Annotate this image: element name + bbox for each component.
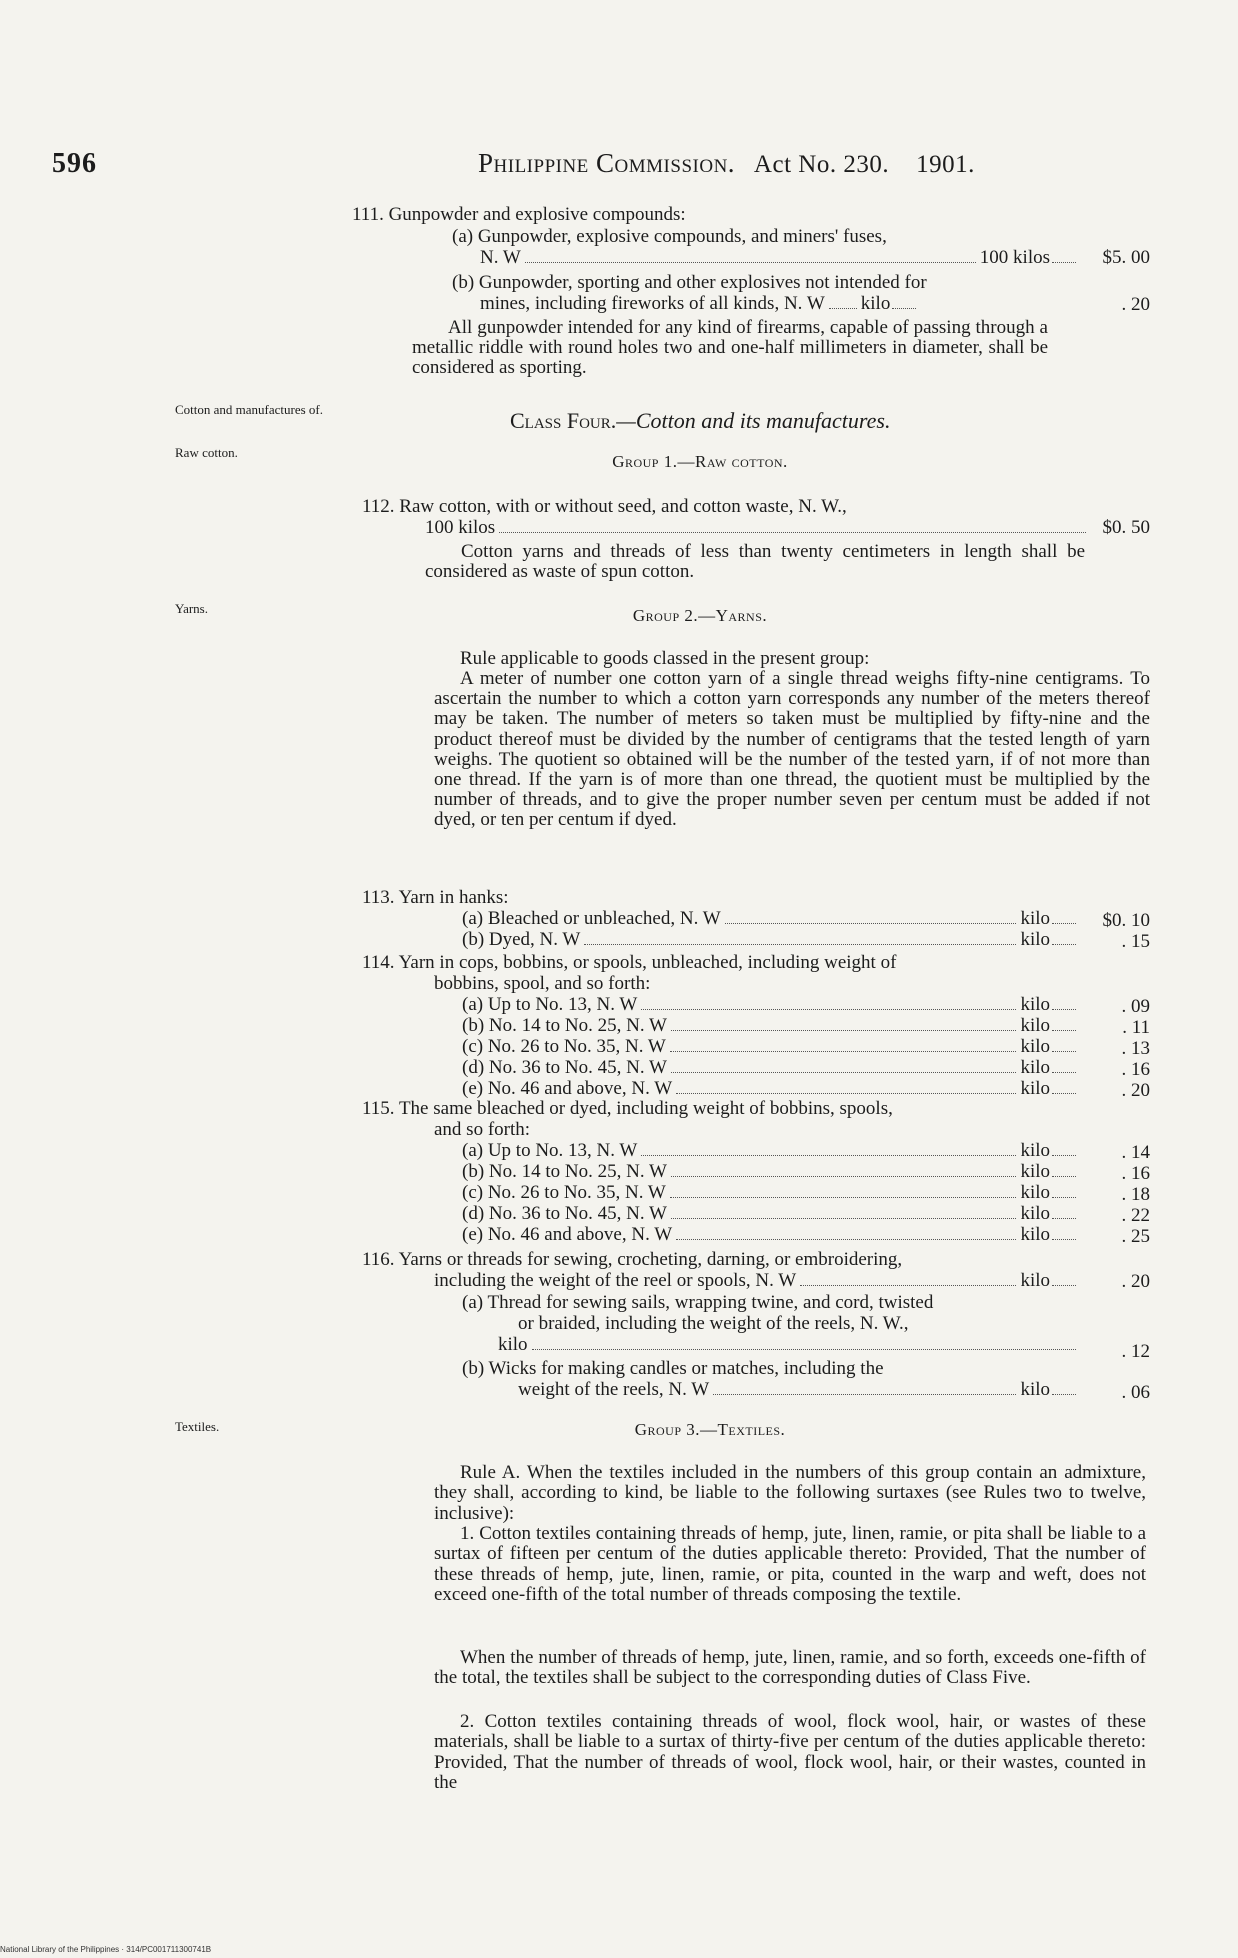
leader-dots	[800, 1284, 1016, 1286]
tariff-row	[462, 1057, 1080, 1078]
tariff-row-unit: kilo	[1020, 1078, 1050, 1099]
item-116-rate: . 20	[1121, 1271, 1150, 1292]
item-111b-line2: mines, including fireworks of all kinds, N. W	[480, 293, 825, 314]
tariff-row	[462, 1161, 1080, 1182]
item-116-leader	[434, 1270, 1080, 1291]
tariff-row	[462, 1078, 1080, 1099]
tariff-row-rate: . 14	[1121, 1142, 1150, 1163]
item-116b-rate: . 06	[1121, 1382, 1150, 1403]
item-116b-line2: weight of the reels, N. W	[518, 1379, 710, 1400]
tariff-row	[462, 1182, 1080, 1203]
scan-footer: National Library of the Philippines · 314/PC001711300741B	[0, 1945, 212, 1954]
running-head-commission: Philippine Commission.	[478, 148, 736, 178]
item-116a-rate: . 12	[1121, 1341, 1150, 1362]
tariff-row-unit: kilo	[1020, 1140, 1050, 1161]
leader-dots	[725, 922, 1017, 924]
tariff-row-unit: kilo	[1020, 1036, 1050, 1057]
tariff-row-text: (e) No. 46 and above, N. W	[462, 1224, 673, 1245]
leader-dots	[1052, 1071, 1076, 1073]
item-116a-leader	[498, 1334, 1080, 1355]
tariff-row	[462, 994, 1080, 1015]
tariff-row-text: (c) No. 26 to No. 35, N. W	[462, 1182, 666, 1203]
item-112-rate: $0. 50	[1102, 517, 1150, 538]
tariff-row-unit: kilo	[1020, 1182, 1050, 1203]
leader-dots	[676, 1238, 1016, 1240]
tariff-row	[462, 1203, 1080, 1224]
leader-dots	[1052, 261, 1076, 263]
tariff-row-text: (a) Bleached or unbleached, N. W	[462, 908, 721, 929]
item-111a-rate: $5. 00	[1102, 247, 1150, 268]
tariff-row	[462, 1224, 1080, 1245]
item-112-line1: 112. Raw cotton, with or without seed, and cotton waste, N. W.,	[362, 496, 847, 517]
running-head-act: Act No. 230.	[753, 151, 890, 178]
tariff-row-unit: kilo	[1020, 1224, 1050, 1245]
item-111b-line1: (b) Gunpowder, sporting and other explosives not intended for	[452, 272, 927, 293]
group-2-rule-text: A meter of number one cotton yarn of a single thread weighs fifty-nine centigrams. To ascertain the number to which a cotton yarn corresponds any number of the meters thereof may be taken. The number of meters so taken must be multiplied by fifty-nine and the product thereof must be divided by the number of centigrams that the tested length of yarn weighs. The quotient so obtained will be the number of the tested yarn, if of not more than one thread. If the yarn is of more than one thread, the quotient must be multiplied by the number of threads, and to give the proper number seven per centum must be added if not dyed, or ten per centum if dyed.	[434, 668, 1150, 831]
item-114-line1: 114. Yarn in cops, bobbins, or spools, unbleached, including weight of	[362, 952, 897, 973]
group-3-rule-a: Rule A. When the textiles included in the numbers of this group contain an admixture, they shall, according to kind, be liable to the following surtaxes (see Rules two to twelve, inclusive):	[434, 1462, 1146, 1524]
item-111b-leader	[480, 293, 1080, 314]
leader-dots	[525, 261, 976, 263]
tariff-row-rate: . 16	[1121, 1059, 1150, 1080]
item-111a-unit: 100 kilos	[979, 247, 1050, 268]
tariff-row-text: (c) No. 26 to No. 35, N. W	[462, 1036, 666, 1057]
tariff-row	[462, 1015, 1080, 1036]
tariff-row	[462, 929, 1080, 950]
tariff-row-rate: . 13	[1121, 1038, 1150, 1059]
item-114-line2: bobbins, spool, and so forth:	[434, 973, 651, 994]
leader-dots	[829, 307, 857, 309]
leader-dots	[1052, 922, 1076, 924]
tariff-row-text: (e) No. 46 and above, N. W	[462, 1078, 673, 1099]
leader-dots	[1052, 1196, 1076, 1198]
item-116-line1: 116. Yarns or threads for sewing, crocheting, darning, or embroidering,	[362, 1249, 903, 1270]
tariff-row-rate: . 18	[1121, 1184, 1150, 1205]
leader-dots	[641, 1154, 1016, 1156]
tariff-row-rate: . 11	[1122, 1017, 1150, 1038]
item-111b-unit: kilo	[860, 293, 891, 314]
group-2-heading: Group 2.—Yarns.	[632, 606, 768, 625]
group-3-para-1: 1. Cotton textiles containing threads of hemp, jute, linen, ramie, or pita shall be liable to a surtax of fifteen per centum of the duties applicable thereto: Provided, That the number of these threads of hemp, jute, linen, ramie, or pita, counted in the warp and weft, does not exceed one-fifth of the total number of threads composing the textile.	[434, 1523, 1146, 1606]
group-3-para-3: 2. Cotton textiles containing threads of wool, flock wool, hair, or wastes of these materials, shall be liable to a surtax of thirty-five per centum of the duties applicable thereto: Provided, That the number of threads of wool, flock wool, hair, or their wastes, counted in the	[434, 1711, 1146, 1794]
running-head	[478, 148, 975, 179]
tariff-row-text: (b) Dyed, N. W	[462, 929, 581, 950]
leader-dots	[670, 1196, 1017, 1198]
tariff-row-text: (b) No. 14 to No. 25, N. W	[462, 1015, 667, 1036]
tariff-row-text: (b) No. 14 to No. 25, N. W	[462, 1161, 667, 1182]
tariff-row-rate: . 09	[1121, 996, 1150, 1017]
leader-dots	[1052, 1284, 1076, 1286]
leader-dots	[671, 1029, 1017, 1031]
item-116b-line1: (b) Wicks for making candles or matches, including the	[462, 1358, 884, 1379]
leader-dots	[1052, 1092, 1076, 1094]
tariff-row-unit: kilo	[1020, 1161, 1050, 1182]
item-111-heading: 111. Gunpowder and explosive compounds:	[352, 204, 686, 225]
item-113-heading: 113. Yarn in hanks:	[362, 887, 509, 908]
leader-dots	[1052, 1050, 1076, 1052]
leader-dots	[1052, 1238, 1076, 1240]
leader-dots	[1052, 1029, 1076, 1031]
item-116a-line2: or braided, including the weight of the reels, N. W.,	[518, 1313, 909, 1334]
tariff-row-rate: $0. 10	[1102, 910, 1150, 931]
group-3-para-2: When the number of threads of hemp, jute, linen, ramie, and so forth, exceeds one-fifth of the total, the textiles shall be subject to the corresponding duties of Class Five.	[434, 1647, 1146, 1689]
leader-dots	[671, 1071, 1017, 1073]
sidenote-textiles: Textiles.	[175, 1419, 220, 1434]
sidenote-raw-cotton: Raw cotton.	[175, 445, 238, 460]
tariff-row-unit: kilo	[1020, 1203, 1050, 1224]
leader-dots	[1052, 1154, 1076, 1156]
item-112-note: Cotton yarns and threads of less than twenty centimeters in length shall be considered as waste of spun cotton.	[425, 541, 1085, 582]
item-111b-rate: . 20	[1121, 294, 1150, 315]
item-111a-leader	[480, 247, 1080, 268]
sidenote-cotton: Cotton and manufactures of.	[175, 402, 324, 417]
tariff-row-text: (d) No. 36 to No. 45, N. W	[462, 1057, 667, 1078]
leader-dots	[713, 1393, 1016, 1395]
class-four-title: —Cotton and its manufactures.	[616, 408, 891, 433]
item-115-line1: 115. The same bleached or dyed, including weight of bobbins, spools,	[362, 1098, 893, 1119]
page-number: 596	[52, 148, 97, 179]
leader-dots	[671, 1217, 1017, 1219]
item-116a-line1: (a) Thread for sewing sails, wrapping twine, and cord, twisted	[462, 1292, 934, 1313]
item-111a-line2: N. W	[480, 247, 521, 268]
item-111a-line1: (a) Gunpowder, explosive compounds, and miners' fuses,	[452, 226, 887, 247]
tariff-row-text: (a) Up to No. 13, N. W	[462, 1140, 638, 1161]
leader-dots	[892, 307, 916, 309]
sidenote-yarns: Yarns.	[175, 601, 208, 616]
tariff-row-unit: kilo	[1020, 1015, 1050, 1036]
leader-dots	[584, 943, 1016, 945]
class-four-label: Class Four.	[510, 408, 617, 433]
leader-dots	[670, 1050, 1017, 1052]
tariff-row-rate: . 20	[1121, 1080, 1150, 1101]
item-116-unit: kilo	[1020, 1270, 1050, 1291]
tariff-row	[462, 908, 1080, 929]
group-2-rule-intro: Rule applicable to goods classed in the present group:	[460, 648, 870, 669]
item-115-line2: and so forth:	[434, 1119, 531, 1140]
leader-dots	[1052, 1393, 1076, 1395]
item-116a-line3: kilo	[498, 1334, 528, 1355]
tariff-row-unit: kilo	[1020, 1057, 1050, 1078]
item-116b-unit: kilo	[1020, 1379, 1050, 1400]
tariff-row	[462, 1036, 1080, 1057]
tariff-row-rate: . 22	[1121, 1205, 1150, 1226]
item-111-note: All gunpowder intended for any kind of firearms, capable of passing through a metallic riddle with round holes two and one-half millimeters in diameter, shall be considered as sporting.	[412, 317, 1048, 378]
tariff-row	[462, 1140, 1080, 1161]
item-116b-leader	[518, 1379, 1080, 1400]
tariff-row-rate: . 16	[1121, 1163, 1150, 1184]
leader-dots	[671, 1175, 1017, 1177]
tariff-row-unit: kilo	[1020, 908, 1050, 929]
tariff-row-unit: kilo	[1020, 994, 1050, 1015]
item-116-line2: including the weight of the reel or spools, N. W	[434, 1270, 797, 1291]
leader-dots	[641, 1008, 1016, 1010]
leader-dots	[1052, 1008, 1076, 1010]
class-four-heading	[510, 408, 890, 434]
tariff-row-unit: kilo	[1020, 929, 1050, 950]
running-head-year: 1901.	[916, 151, 975, 178]
leader-dots	[1052, 1175, 1076, 1177]
leader-dots	[499, 531, 1086, 533]
tariff-row-text: (d) No. 36 to No. 45, N. W	[462, 1203, 667, 1224]
group-1-heading: Group 1.—Raw cotton.	[612, 452, 788, 471]
tariff-row-rate: . 25	[1121, 1226, 1150, 1247]
item-112-leader	[425, 517, 1090, 538]
group-3-heading: Group 3.—Textiles.	[634, 1420, 786, 1439]
leader-dots	[532, 1348, 1076, 1350]
tariff-row-text: (a) Up to No. 13, N. W	[462, 994, 638, 1015]
leader-dots	[676, 1092, 1016, 1094]
item-112-line2: 100 kilos	[425, 517, 496, 538]
tariff-row-rate: . 15	[1121, 931, 1150, 952]
leader-dots	[1052, 943, 1076, 945]
leader-dots	[1052, 1217, 1076, 1219]
